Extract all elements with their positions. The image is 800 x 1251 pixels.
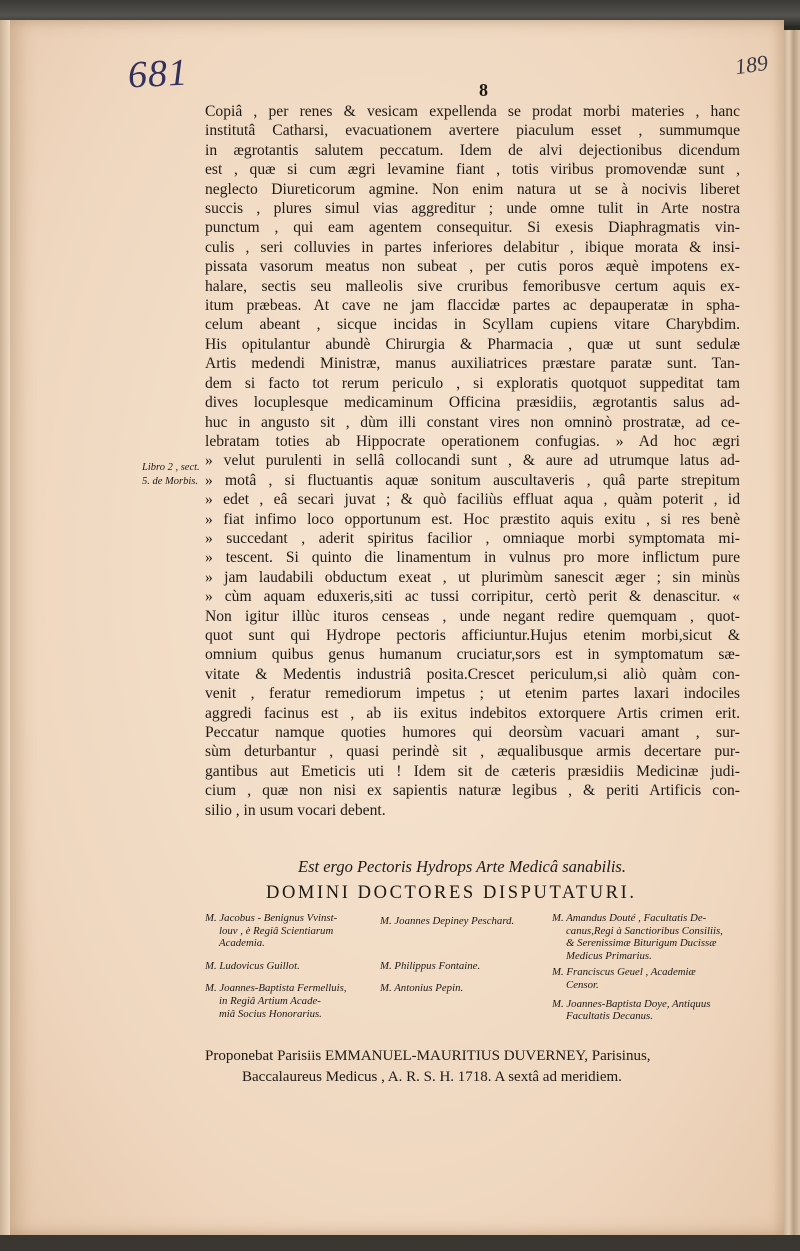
- margin-reference-line: Libro 2 , sect.: [142, 462, 200, 473]
- body-text-line: gantibus aut Emeticis uti ! Idem sit de cæteris præsidiis Medicinæ judi-: [205, 762, 740, 780]
- doctor-entry-line: M. Joannes-Baptista Doye, Antiquus: [552, 997, 711, 1010]
- body-text-line: neglecto Diureticorum agmine. Non enim natura ut se à nocivis liberet: [205, 180, 740, 198]
- body-text-line: » fiat infimo loco opportunum est. Hoc præstito aquis exitu , si res benè: [205, 510, 740, 528]
- doctor-entry: M. Joannes Depiney Peschard.: [380, 915, 515, 927]
- body-text-line: huc in angusto sit , dùm illi constant vires non omninò prostratæ, ad ce-: [205, 413, 740, 431]
- book-bottom-edge: [0, 1235, 800, 1251]
- page-fore-edge: [784, 30, 800, 1235]
- doctors-column-2: [380, 915, 540, 995]
- doctor-entry: [552, 912, 742, 962]
- doctor-entry: [205, 960, 375, 973]
- doctor-entry-line: Medicus Primarius.: [566, 949, 652, 962]
- body-text-line: » succedant , aderit spiritus facilior , omniaque morbi symptomata mi-: [205, 529, 740, 547]
- body-text-line: » cùm aquam eduxeris,siti ac tussi corripitur, certò perit & denascitur. «: [205, 588, 740, 606]
- body-text-line: institutâ Catharsi, evacuationem avertere piaculum esset , summumque: [205, 122, 740, 140]
- body-text-line: » motâ , si fluctuantis aquæ sonitum auscultaveris , quâ parte strepitum: [205, 471, 740, 489]
- doctor-entry-line: M. Ludovicus Guillot.: [205, 959, 300, 972]
- doctor-entry-line: miâ Socius Honorarius.: [219, 1007, 322, 1020]
- body-text-line: venit , feratur remediorum impetus ; ut etenim partes laxari indociles: [205, 685, 740, 703]
- body-text-line: sùm deturbantur , quasi perindè sit , æqualibusque armis decertare pur-: [205, 743, 740, 761]
- doctor-entry-line: & Serenissimæ Biturigum Ducissæ: [566, 937, 717, 950]
- body-text-line: omnium quibus genus humanum cruciatur,sors est in symptomatum sæ-: [205, 646, 740, 664]
- doctor-entry-line: Facultatis Decanus.: [566, 1010, 653, 1023]
- body-text: [205, 102, 740, 820]
- body-text-line: succis , plures simul vias aggreditur ; unde omne tulit in Arte nostra: [205, 200, 740, 218]
- body-text-line: est , quæ si cum ægri levamine fiant , totis viribus promovendæ sunt ,: [205, 161, 740, 179]
- doctor-entry-line: M. Franciscus Geuel , Academiæ: [552, 966, 696, 979]
- body-text-line: aggredi facinus est , ab iis exitus indebitos extorquere Artis crimen erit.: [205, 704, 740, 722]
- doctor-entry-line: M. Joannes-Baptista Fermelluis,: [205, 982, 347, 995]
- body-text-line: His opitulantur abundè Chirurgia & Pharmacia , quæ ut sunt sedulæ: [205, 335, 740, 353]
- doctor-entry: M. Antonius Pepin.: [380, 982, 464, 995]
- doctor-entry: [205, 912, 375, 950]
- body-text-line: in ægrotantis salutem peccatum. Idem de alvi dejectionibus dicendum: [205, 141, 740, 159]
- doctor-entry-line: M. Jacobus - Benignus Vvinst-: [205, 912, 338, 924]
- body-text-line: punctum , qui eam agentem consequitur. Si exesis Diaphragmatis vin-: [205, 219, 740, 237]
- doctor-entry-line: louv , è Regiâ Scientiarum: [219, 924, 334, 937]
- body-text-line: celum abeant , sicque incidas in Scyllam cupiens vitare Charybdim.: [205, 316, 740, 334]
- body-text-line: halare, sectis seu malleolis sive cruribus femoribusve certum aquis ex-: [205, 277, 740, 295]
- body-text-line: Artis medendi Ministræ, manus auxiliatrices præstare paratæ sunt. Tan-: [205, 355, 740, 373]
- body-text-line: dives locuplesque medicaminum Officina præsidiis, ægrotantis salus ad-: [205, 394, 740, 412]
- doctor-entry-line: M. Amandus Douté , Facultatis De-: [552, 912, 707, 924]
- body-text-line: » jam laudabili obductum exeat , ut plurimùm sanescit æger ; sin minùs: [205, 568, 740, 586]
- body-text-line: dem si facto tot rerum periculo , si exploratis quotquot suppeditat tam: [205, 374, 740, 392]
- margin-reference-line: 5. de Morbis.: [142, 476, 198, 487]
- body-text-line: cium , quæ non nisi ex sapientis naturæ legibus , & periti Artificis con-: [205, 782, 740, 800]
- body-text-line: Peccatur namque quoties humores qui deorsùm vacuari amant , sur-: [205, 724, 740, 741]
- conclusion-line: Est ergo Pectoris Hydrops Arte Medicâ sanabilis.: [298, 857, 626, 876]
- doctor-entry-line: in Regiâ Artium Acade-: [219, 994, 321, 1007]
- body-text-line: Non igitur illùc ituros censeas , unde negant redire quemquam , quot-: [205, 607, 740, 625]
- body-text-line: » edet , eâ secari juvat ; & quò faciliùs effluat aqua , quàm poterit , id: [205, 491, 740, 509]
- doctors-column-1: [205, 912, 375, 1020]
- doctor-entry-line: canus,Regi à Sanctioribus Consiliis,: [566, 924, 723, 937]
- body-text-line: silio , in usum vocari debent.: [205, 801, 386, 819]
- doctors-heading: DOMINI DOCTORES DISPUTATURI.: [266, 883, 637, 903]
- doctor-entry: [552, 998, 742, 1023]
- body-text-line: Copiâ , per renes & vesicam expellenda se prodat morbi materies , hanc: [205, 103, 740, 120]
- doctor-entry: [552, 966, 742, 991]
- baccalaureus-line: Baccalaureus Medicus , A. R. S. H. 1718. A sextâ ad meridiem.: [242, 1069, 622, 1085]
- doctor-entry: [205, 982, 375, 1020]
- page-number: 8: [479, 80, 488, 100]
- margin-reference: [142, 461, 200, 489]
- doctor-entry: M. Philippus Fontaine.: [380, 959, 481, 972]
- body-text-line: culis , seri colluvies in partes inferiores delabitur , ibique morata & insi-: [205, 238, 740, 256]
- body-text-line: lebratam toties ab Hippocrate operationem confugias. » Ad hoc ægri: [205, 432, 740, 450]
- body-text-line: » velut purulenti in sellâ collocandi sunt , & aure ad utrumque latus ad-: [205, 452, 740, 470]
- body-text-line: itum præbeas. At cave ne jam flaccidæ partes ac depauperatæ in spha-: [205, 297, 740, 315]
- proponebat-line: Proponebat Parisiis EMMANUEL-MAURITIUS DUVERNEY, Parisinus,: [205, 1048, 651, 1064]
- body-text-line: pissata vasorum meatus non subeat , per cutis poros æquè impotens ex-: [205, 258, 740, 276]
- doctor-entry-line: Censor.: [566, 978, 599, 991]
- body-text-line: » tescent. Si quinto die linamentum in vulnus pro more inflictum pure: [205, 549, 740, 567]
- handwritten-page-number: 189: [733, 49, 770, 80]
- doctor-entry-line: Academia.: [219, 937, 265, 950]
- body-text-line: quot sunt qui Hydrope pectoris afficiuntur.Hujus etenim morbi,sicut &: [205, 626, 740, 644]
- handwritten-folio-number: 681: [126, 51, 190, 97]
- page-gutter: [0, 20, 10, 1235]
- body-text-line: vitate & Medentis industriâ posita.Crescet periculum,si aliò quàm con-: [205, 665, 740, 683]
- doctors-column-3: [552, 912, 742, 1023]
